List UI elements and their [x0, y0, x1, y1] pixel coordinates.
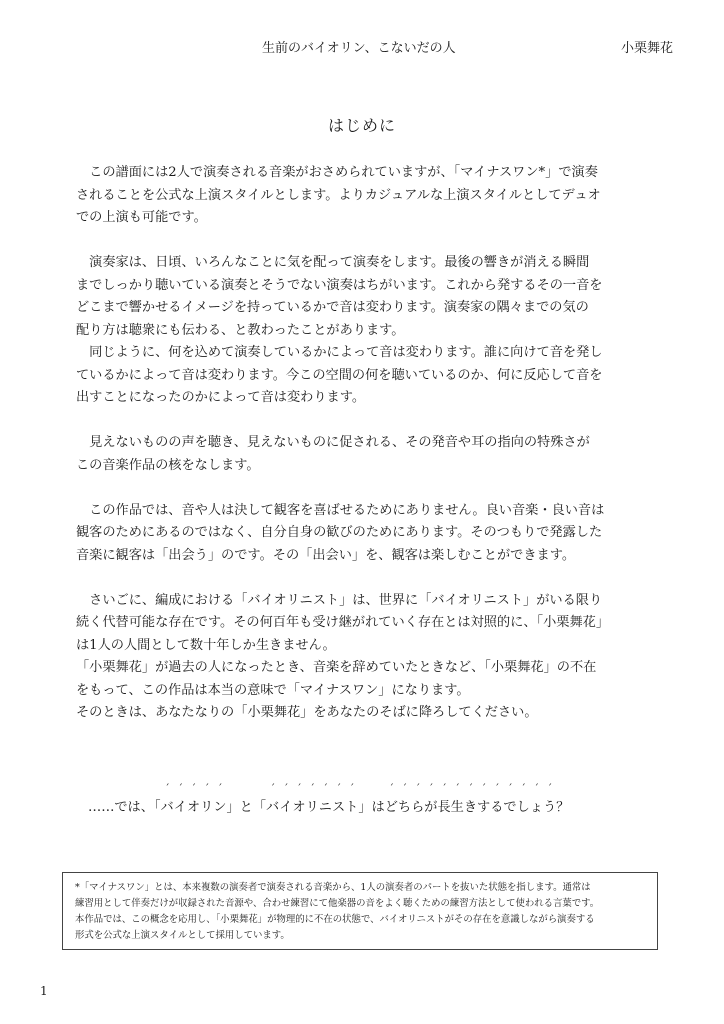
body-line: 配り方は聴衆にも伝わる、と教わったことがあります。 [76, 322, 405, 338]
paragraph-gap [76, 477, 650, 500]
footnote-line: 形式を公式な上演スタイルとして採用しています。 [75, 930, 290, 941]
body-line: 観客のためにあるのではなく、自分自身の歓びのためにあります。そのつもりで発露した [76, 525, 603, 540]
section-title: はじめに [327, 116, 396, 135]
paragraph-gap [76, 230, 650, 253]
body-line: この作品では、音や人は決して観客を喜ばせるためにありません。良い音楽・良い音は [76, 502, 605, 518]
body-line: 見えないものの声を聴き、見えないものに促される、その発音や耳の指向の特殊さが [76, 435, 590, 450]
body-line: 続く代替可能な存在です。その何百年も受け継がれていく存在とは対照的に、「小栗舞花」 [76, 615, 610, 630]
body-line: この譜面には2人で演奏される音楽がおさめられていますが、「マイナスワン*」で演奏 [76, 165, 598, 180]
footnote-box [62, 872, 658, 950]
body-text [76, 162, 650, 725]
closing-text: 」と「 [226, 800, 267, 815]
closing-question [88, 796, 569, 815]
closing-text: 」は [358, 800, 385, 815]
body-line: そのときは、あなたなりの「小栗舞花」をあなたのそばに降ろしてください。 [76, 705, 538, 720]
body-line: 出すことになったのかによって音は変わります。 [76, 390, 366, 405]
closing-text: ？ [556, 800, 570, 815]
body-line: 同じように、何を込めて演奏しているかによって音は変わります。誰に向けて音を発し [76, 345, 603, 360]
body-line: どこまで響かせるイメージを持っているかで音は変わります。演奏家の隅々までの気の [76, 300, 589, 315]
paragraph-gap [76, 410, 650, 433]
body-line: 「小栗舞花」が過去の人になったとき、音楽を辞めていたときなど、「小栗舞花」の不在 [76, 660, 597, 675]
running-header-title: 生前のバイオリン、こないだの人 [262, 41, 456, 56]
body-line: 演奏家は、日頃、いろんなことに気を配って演奏をします。最後の響きが消える瞬間 [76, 255, 590, 270]
body-line: は1人の人間として数十年しか生きません。 [76, 637, 336, 653]
footnote-line: *「マイナスワン」とは、本来複数の演奏者で演奏される音楽から、1人の演奏者のパートを抜いた状態を指します。通常は [75, 882, 591, 893]
footnote-line: 練習用として伴奏だけが収録された音源や、合わせ練習にて他楽器の音をよく聴くための練習方法として使われる言葉です。 [75, 898, 600, 909]
body-line: 音楽に観客は「出会う」のです。その「出会い」を、観客は楽しむことができます。 [76, 547, 576, 563]
body-line: での上演も可能です。 [76, 210, 207, 225]
body-line: この音楽作品の核をなします。 [76, 457, 260, 473]
emphasized-phrase: バ ˊイ ˊオ ˊリ ˊニ ˊス ˊト ˊ [266, 800, 358, 815]
body-line: をもって、この作品は本当の意味で「マイナスワン」になります。 [76, 682, 470, 698]
body-line: されることを公式な上演スタイルとします。よりカジュアルな上演スタイルとしてデュオ [76, 187, 601, 203]
emphasized-phrase: ど ˊち ˊら ˊが ˊ長 ˊ生 ˊき ˊす ˊる ˊで ˊし ˊょ ˊう ˊ [385, 800, 556, 815]
body-line: までしっかり聴いている演奏とそうでない演奏はちがいます。これから発するその一音を [76, 277, 603, 293]
body-line: さいごに、編成における「バイオリニスト」は、世界に「バイオリニスト」がいる限り [76, 592, 603, 608]
emphasized-phrase: バ ˊイ ˊオ ˊリ ˊン ˊ [161, 800, 227, 815]
page-number: 1 [40, 984, 48, 998]
running-header-author: 小栗舞花 [621, 41, 674, 56]
body-line: ているかによって音は変わります。今この空間の何を聴いているのか、何に反応して音を [76, 367, 603, 383]
closing-text: ……では、「 [88, 800, 161, 815]
footnote-line: 本作品では、この概念を応用し、「小栗舞花」が物理的に不在の状態で、バイオリニストがその存在を意識しながら演奏する [75, 914, 595, 925]
paragraph-gap [76, 567, 650, 590]
